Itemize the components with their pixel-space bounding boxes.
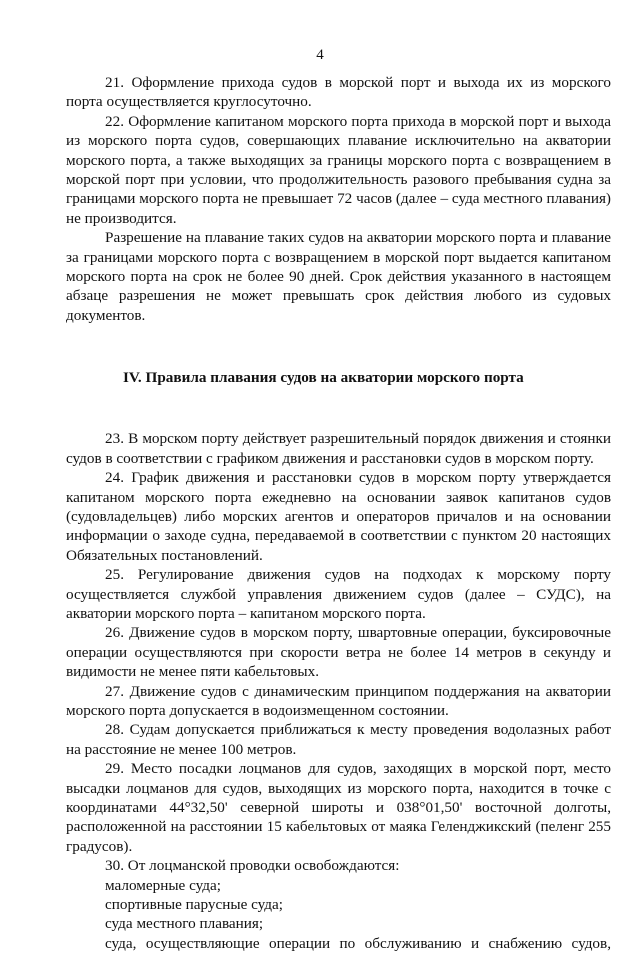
paragraph-29: 29. Место посадки лоцманов для судов, заходящих в морской порт, место высадки лоцманов для судов, выходящих из морского порта, находится в точке с координатами 44°32,50' северной широты и 038°01,50' восточной долготы, расположенной на расстоянии 15 кабельтовых от маяка Геленджикский (пеленг 255 градусов). [66,760,611,855]
paragraph-23: 23. В морском порту действует разрешительный порядок движения и стоянки судов в соответствии с графиком движения и расстановки судов в морском порту. [66,430,611,467]
paragraph-26: 26. Движение судов в морском порту, швартовные операции, буксировочные операции осуществляются при скорости ветра не более 14 метров в секунду и видимости не менее пяти кабельтовых. [66,624,611,681]
paragraph-30: 30. От лоцманской проводки освобождаются: [105,857,400,875]
document-body [66,73,611,953]
paragraph-27: 27. Движение судов с динамическим принципом поддержания на акватории морского порта допускается в водоизмещенном состоянии. [66,682,611,719]
list-item: маломерные суда; [105,876,221,894]
paragraph-22: 22. Оформление капитаном морского порта прихода в морской порт и выхода из морского порта судов, совершающих плавание исключительно на акватории морского порта, а также выходящих за границы морского порта с возвращением в морской порт при условии, что продолжительность разового пребывания судна за границами морского порта не превышает 72 часов (далее – суда местного плавания) не производится. [66,112,611,227]
paragraph-28: 28. Судам допускается приближаться к месту проведения водолазных работ на расстояние не менее 100 метров. [66,721,611,758]
paragraph-25: 25. Регулирование движения судов на подходах к морскому порту осуществляется службой управления движением судов (далее – СУДС), на акватории морского порта – капитаном морского порта. [66,566,611,622]
paragraph-21: 21. Оформление прихода судов в морской порт и выхода их из морского порта осуществляется круглосуточно. [66,74,611,111]
list-item: спортивные парусные суда; [105,896,283,914]
paragraph-24: 24. График движения и расстановки судов в морском порту утверждается капитаном морского порта ежедневно на основании заявок капитанов судов (судовладельцев) либо морских агентов и операторов причалов и на основании информации о заходе судна, передаваемой в соответствии с пунктом 20 настоящих Обязательных постановлений. [66,469,611,564]
paragraph-22-permit: Разрешение на плавание таких судов на акватории морского порта и плавание за границами морского порта с возвращением в морской порт выдается капитаном морского порта на срок не более 90 дней. Срок действия указанного в настоящем абзаце разрешения не может превышать срок действия любого из судовых документов. [66,229,611,324]
list-item: суда местного плавания; [105,915,264,933]
trailing-line: суда, осуществляющие операции по обслуживанию и снабжению судов, [105,934,611,952]
page-number: 4 [316,47,324,63]
section-heading: IV. Правила плавания судов на акватории морского порта [123,369,524,387]
